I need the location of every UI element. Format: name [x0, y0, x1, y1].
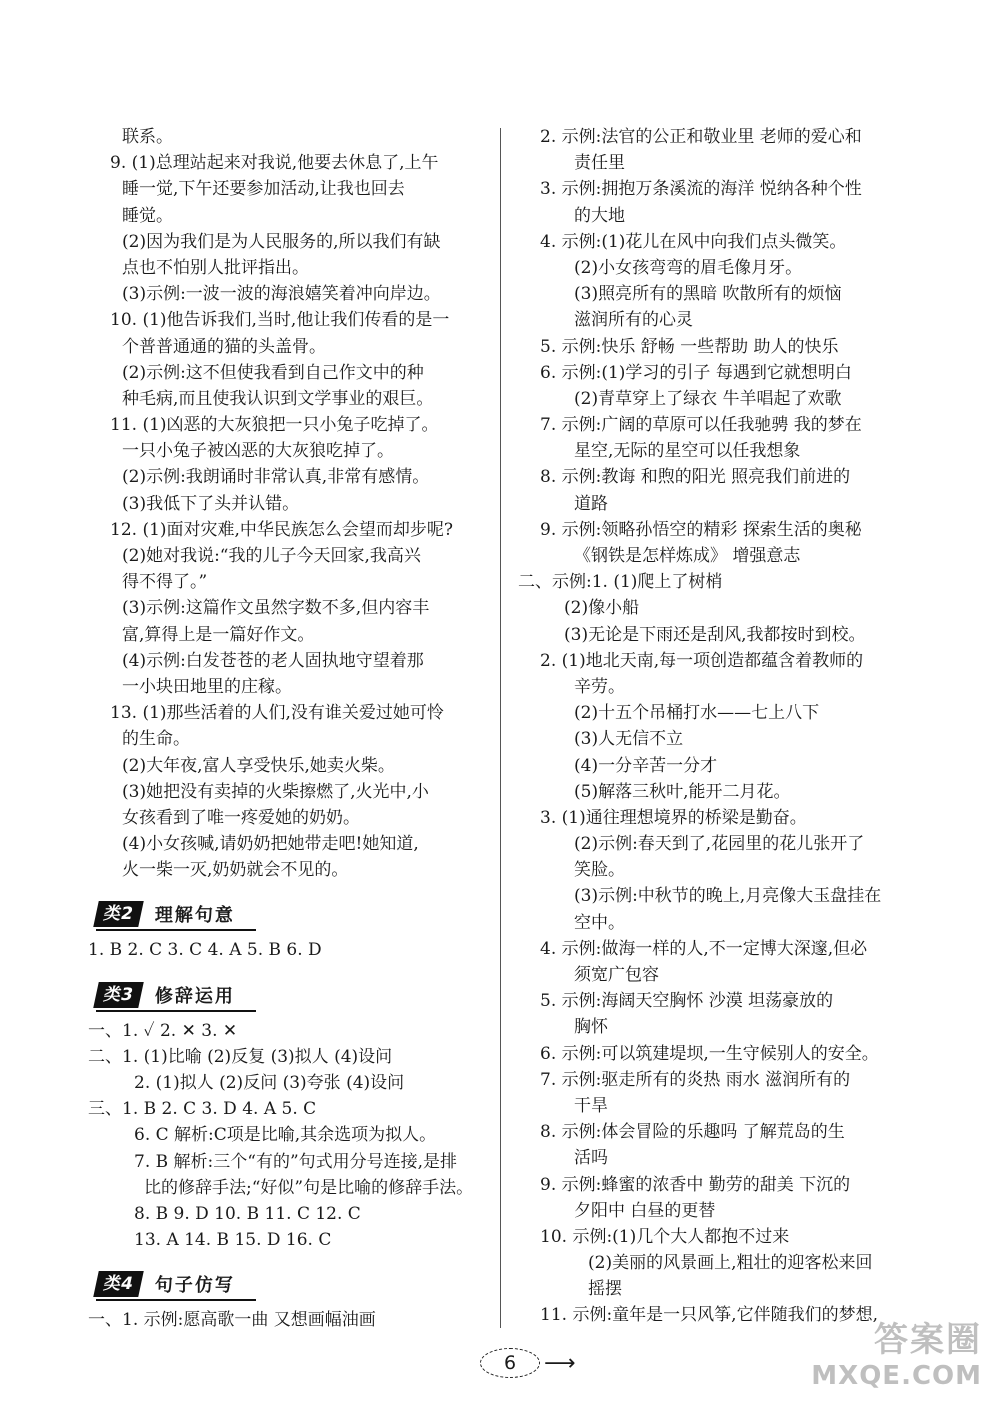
- answer-line: (2)示例:春天到了,花园里的花儿张开了: [574, 834, 865, 855]
- answer-line: (2)青草穿上了绿衣 牛羊唱起了欢歌: [574, 388, 842, 409]
- answer-line: (2)美丽的风景画上,粗壮的迎客松来回: [588, 1253, 873, 1274]
- answer-line: (4)小女孩喊,请奶奶把她带走吧!她知道,: [122, 834, 419, 855]
- answer-line: 2. (1)拟人 (2)反问 (3)夸张 (4)设问: [134, 1073, 405, 1093]
- answer-line: (2)像小船: [564, 598, 640, 619]
- section-header-3: [96, 980, 256, 1012]
- answer-line: (3)照亮所有的黑暗 吹散所有的烦恼: [574, 284, 842, 305]
- answer-line: 的生命。: [122, 729, 190, 750]
- answer-line: 9. 示例:领略孙悟空的精彩 探索生活的奥秘: [540, 519, 862, 540]
- answer-line: 2. 示例:法官的公正和敬业里 老师的爱心和: [540, 127, 862, 147]
- section-title: 句子仿写: [154, 1275, 235, 1297]
- answer-line: 一小块田地里的庄稼。: [122, 676, 292, 697]
- answer-line: (3)示例:一波一波的海浪嬉笑着冲向岸边。: [122, 284, 441, 305]
- answer-line: (4)一分辛苦一分才: [574, 755, 718, 776]
- answer-line: (2)小女孩弯弯的眉毛像月牙。: [574, 257, 803, 278]
- answer-line: (2)示例:我朗诵时非常认真,非常有感情。: [122, 467, 430, 488]
- answer-line: 睡觉。: [122, 205, 173, 226]
- arrow-icon: ⟶: [544, 1350, 576, 1376]
- answer-line: (3)无论是下雨还是刮风,我都按时到校。: [564, 624, 866, 645]
- answer-line: 13. A 14. B 15. D 16. C: [134, 1230, 332, 1251]
- answer-line: 比的修辞手法;“好似”句是比喻的修辞手法。: [144, 1177, 474, 1198]
- answer-line: 星空,无际的星空可以任我想象: [574, 441, 801, 462]
- answer-line: 3. 示例:拥抱万条溪流的海洋 悦纳各种个性: [540, 179, 862, 200]
- answer-line: 的大地: [574, 205, 625, 226]
- answer-line: 11. 示例:童年是一只风筝,它伴随我们的梦想,: [540, 1305, 878, 1326]
- left-column: [88, 124, 493, 1334]
- answer-line: 8. 示例:体会冒险的乐趣吗 了解荒岛的生: [540, 1122, 845, 1143]
- watermark-logo: 答案圈: [874, 1320, 982, 1360]
- watermark: [811, 1312, 982, 1391]
- answer-line: (4)示例:白发苍苍的老人固执地守望着那: [122, 650, 424, 671]
- section-title: 理解句意: [154, 905, 235, 927]
- answer-line: 滋润所有的心灵: [574, 310, 693, 331]
- answer-line: (3)示例:这篇作文虽然字数不多,但内容丰: [122, 598, 430, 619]
- answer-line: 空中。: [574, 912, 625, 933]
- section-tag: 类2: [93, 901, 143, 927]
- answer-line: 胸怀: [574, 1017, 608, 1038]
- answer-line: 10. (1)他告诉我们,当时,他让我们传看的是一: [110, 310, 450, 331]
- answer-line: 7. 示例:广阔的草原可以任我驰骋 我的梦在: [540, 415, 862, 436]
- answer-line: 7. 示例:驱走所有的炎热 雨水 滋润所有的: [540, 1069, 851, 1090]
- answer-line: 三、1. B 2. C 3. D 4. A 5. C: [88, 1099, 317, 1120]
- answer-line: 6. 示例:(1)学习的引子 每遇到它就想明白: [540, 362, 852, 383]
- answer-line: 辛劳。: [574, 676, 625, 697]
- answer-line: (3)她把没有卖掉的火柴擦燃了,火光中,小: [122, 781, 429, 802]
- section-header-2: [96, 899, 256, 931]
- answer-line: 须宽广包容: [574, 965, 659, 985]
- answer-block-left: [88, 124, 493, 883]
- answer-line: (2)示例:这不但使我看到自己作文中的种: [122, 362, 424, 383]
- answer-line: 3. (1)通往理想境界的桥梁是勤奋。: [540, 807, 807, 828]
- answer-line: 责任里: [574, 153, 625, 174]
- section-header-4: [96, 1269, 256, 1301]
- answer-line: (2)大年夜,富人享受快乐,她卖火柴。: [122, 755, 395, 776]
- answer-line: 13. (1)那些活着的人们,没有谁关爱过她可怜: [110, 703, 444, 724]
- answer-line: 一、1. ✓ 2. ✕ 3. ✕: [88, 1020, 238, 1041]
- right-column: [518, 124, 918, 1329]
- answer-line: (2)她对我说:“我的儿子今天回家,我高兴: [122, 546, 421, 566]
- answer-line: 9. 示例:蜂蜜的浓香中 勤劳的甜美 下沉的: [540, 1174, 851, 1195]
- answer-line: 摇摆: [588, 1279, 622, 1300]
- answer-block-right: [518, 124, 918, 1329]
- answer-line: (2)十五个吊桶打水——七上八下: [574, 703, 820, 724]
- answer-block-section-2: [88, 937, 493, 963]
- answer-line: 富,算得上是一篇好作文。: [122, 624, 315, 645]
- answer-line: 点也不怕别人批评指出。: [122, 257, 309, 278]
- section-title: 修辞运用: [154, 985, 235, 1007]
- answer-line: (3)人无信不立: [574, 729, 684, 750]
- answer-line: 8. 示例:教诲 和煦的阳光 照亮我们前进的: [540, 467, 851, 488]
- answer-line: 7. B 解析:三个“有的”句式用分号连接,是排: [134, 1151, 458, 1172]
- answer-line: 种毛病,而且使我认识到文学事业的艰巨。: [122, 388, 434, 409]
- answer-line: 12. (1)面对灾难,中华民族怎么会望而却步呢?: [110, 519, 454, 540]
- answer-line: 二、1. (1)比喻 (2)反复 (3)拟人 (4)设问: [88, 1046, 393, 1067]
- answer-line: 女孩看到了唯一疼爱她的奶奶。: [122, 807, 360, 828]
- answer-line: (3)示例:中秋节的晚上,月亮像大玉盘挂在: [574, 886, 882, 907]
- answer-line: 4. 示例:(1)花儿在风中向我们点头微笑。: [540, 231, 847, 252]
- answer-line: 4. 示例:做海一样的人,不一定博大深邃,但必: [540, 938, 868, 959]
- answer-line: 得不得了。”: [122, 572, 208, 593]
- answer-line: 一只小兔子被凶恶的大灰狼吃掉了。: [122, 441, 394, 462]
- section-tag: 类4: [93, 1271, 143, 1297]
- answer-line: (2)因为我们是为人民服务的,所以我们有缺: [122, 231, 441, 252]
- answer-line: 火一柴一灭,奶奶就会不见的。: [122, 860, 349, 881]
- section-tag: 类3: [93, 982, 143, 1008]
- answer-line: 5. 示例:快乐 舒畅 一些帮助 助人的快乐: [540, 336, 839, 357]
- answer-line: 6. C 解析:C项是比喻,其余选项为拟人。: [134, 1125, 437, 1146]
- answer-line: 1. B 2. C 3. C 4. A 5. B 6. D: [88, 940, 322, 961]
- watermark-url: MXQE.COM: [811, 1361, 982, 1391]
- answer-line: 干旱: [574, 1095, 608, 1116]
- answer-line: 10. 示例:(1)几个大人都抱不过来: [540, 1226, 790, 1247]
- answer-line: 6. 示例:可以筑建堤坝,一生守候别人的安全。: [540, 1043, 879, 1064]
- answer-line: 道路: [574, 493, 608, 514]
- answer-line: 2. (1)地北天南,每一项创造都蕴含着教师的: [540, 650, 864, 671]
- column-divider: [500, 128, 501, 1328]
- answer-line: 9. (1)总理站起来对我说,他要去休息了,上午: [110, 153, 439, 174]
- answer-line: 笑脸。: [574, 860, 625, 881]
- answer-line: 睡一觉,下午还要参加活动,让我也回去: [122, 179, 405, 200]
- answer-line: 夕阳中 白昼的更替: [574, 1200, 716, 1221]
- answer-line: 个普普通通的猫的头盖骨。: [122, 336, 326, 357]
- answer-line: 8. B 9. D 10. B 11. C 12. C: [134, 1203, 361, 1224]
- answer-line: 5. 示例:海阔天空胸怀 沙漠 坦荡豪放的: [540, 991, 834, 1012]
- answer-block-section-4: [88, 1307, 493, 1333]
- answer-line: 11. (1)凶恶的大灰狼把一只小兔子吃掉了。: [110, 415, 439, 436]
- answer-line: 《钢铁是怎样炼成》 增强意志: [574, 546, 801, 566]
- answer-line: 活吗: [574, 1148, 608, 1169]
- page-number: 6: [480, 1348, 540, 1378]
- answer-block-section-3: [88, 1018, 493, 1254]
- answer-line: 二、示例:1. (1)爬上了树梢: [518, 572, 723, 593]
- answer-line: (5)解落三秋叶,能开二月花。: [574, 781, 791, 802]
- answer-line: 联系。: [122, 127, 173, 147]
- answer-line: (3)我低下了头并认错。: [122, 493, 300, 514]
- page-footer: [480, 1348, 576, 1378]
- answer-line: 一、1. 示例:愿高歌一曲 又想画幅油画: [88, 1310, 376, 1331]
